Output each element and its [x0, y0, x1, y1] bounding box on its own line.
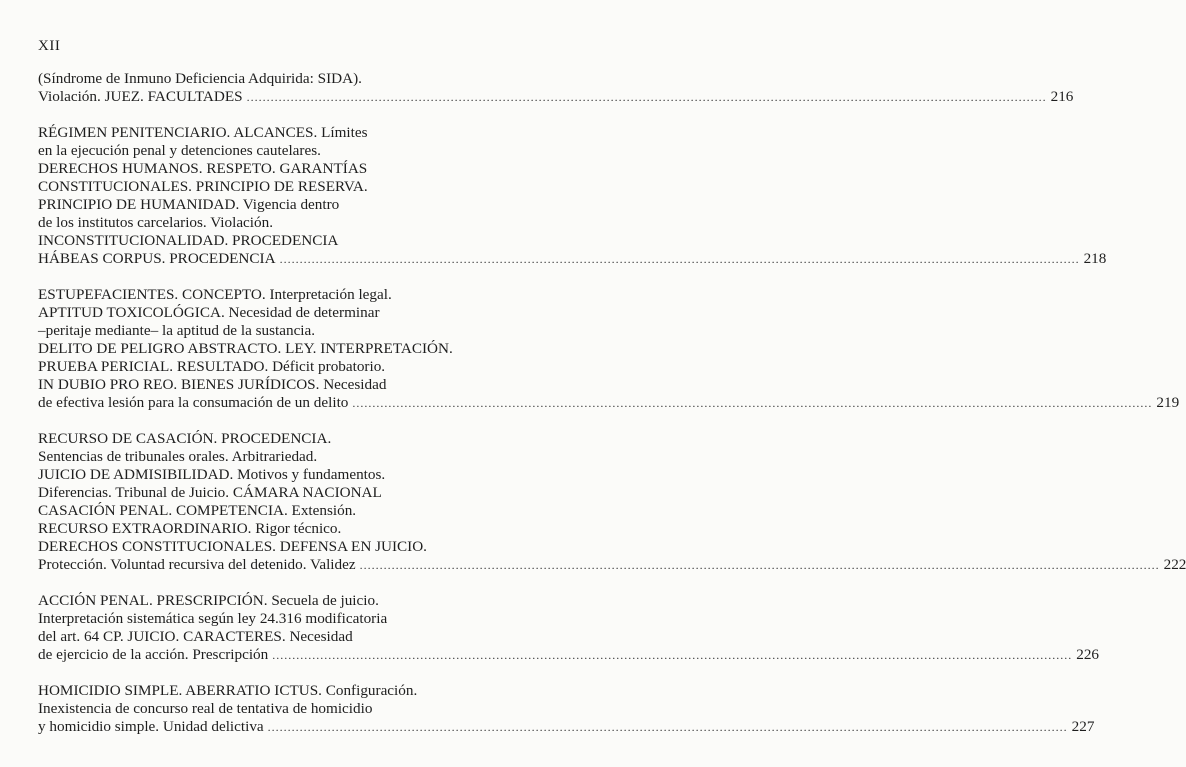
toc-entry-line: Interpretación sistemática según ley 24.316 modificatoria — [38, 610, 388, 627]
toc-entry-line: CASACIÓN PENAL. COMPETENCIA. Extensión. — [38, 502, 357, 519]
toc-entry-line: en la ejecución penal y detenciones cautelares. — [38, 142, 321, 159]
toc-entry-page: 218 — [1083, 250, 1107, 267]
toc-entry-last-line — [38, 556, 1186, 574]
toc-entry-line: (Síndrome de Inmuno Deficiencia Adquirida: SIDA). — [38, 70, 362, 87]
toc-entry-text: y homicidio simple. Unidad delictiva — [38, 718, 264, 735]
toc-entry-last-line — [38, 250, 1107, 268]
toc-entry-text: de efectiva lesión para la consumación de un delito — [38, 394, 349, 411]
toc-entry-text: HÁBEAS CORPUS. PROCEDENCIA — [38, 250, 276, 267]
toc-entry — [38, 286, 1180, 412]
toc-entry-line: del art. 64 CP. JUICIO. CARACTERES. Necesidad — [38, 628, 353, 645]
toc-entry-line: CONSTITUCIONALES. PRINCIPIO DE RESERVA. — [38, 178, 368, 195]
toc-entry-line: JUICIO DE ADMISIBILIDAD. Motivos y fundamentos. — [38, 466, 386, 483]
toc-entry — [38, 592, 1100, 664]
dot-leader: ........................................................................................................................................................................................................ — [246, 90, 1047, 104]
toc-entry-line: RÉGIMEN PENITENCIARIO. ALCANCES. Límites — [38, 124, 368, 141]
toc-entry-page: 226 — [1076, 646, 1100, 663]
dot-leader: ........................................................................................................................................................................................................ — [279, 252, 1080, 266]
toc-entry-line: –peritaje mediante– la aptitud de la sustancia. — [38, 322, 316, 339]
toc-entry-last-line — [38, 394, 1180, 412]
toc-entry-line: DERECHOS HUMANOS. RESPETO. GARANTÍAS — [38, 160, 368, 177]
dot-leader: ........................................................................................................................................................................................................ — [352, 396, 1153, 410]
dot-leader: ........................................................................................................................................................................................................ — [272, 648, 1073, 662]
toc-entry-line: Sentencias de tribunales orales. Arbitrariedad. — [38, 448, 318, 465]
toc-entry-line: INCONSTITUCIONALIDAD. PROCEDENCIA — [38, 232, 339, 249]
toc-entry — [38, 430, 1186, 574]
toc-entry-text: de ejercicio de la acción. Prescripción — [38, 646, 269, 663]
toc-entry-line: ESTUPEFACIENTES. CONCEPTO. Interpretación legal. — [38, 286, 392, 303]
toc-entry-line: IN DUBIO PRO REO. BIENES JURÍDICOS. Necesidad — [38, 376, 387, 393]
page-number: XII — [38, 38, 61, 54]
toc-entry-line: Diferencias. Tribunal de Juicio. CÁMARA NACIONAL — [38, 484, 382, 501]
toc-entry — [38, 682, 1095, 736]
toc-entry-line: RECURSO EXTRAORDINARIO. Rigor técnico. — [38, 520, 342, 537]
table-of-contents — [38, 70, 1186, 754]
toc-entry — [38, 124, 1107, 268]
toc-entry — [38, 70, 1074, 106]
toc-entry-line: PRUEBA PERICIAL. RESULTADO. Déficit probatorio. — [38, 358, 386, 375]
toc-entry-text: Protección. Voluntad recursiva del detenido. Validez — [38, 556, 356, 573]
toc-entry-line: PRINCIPIO DE HUMANIDAD. Vigencia dentro — [38, 196, 340, 213]
toc-entry-page: 216 — [1050, 88, 1074, 105]
toc-entry-line: ACCIÓN PENAL. PRESCRIPCIÓN. Secuela de juicio. — [38, 592, 379, 609]
toc-entry-line: APTITUD TOXICOLÓGICA. Necesidad de determinar — [38, 304, 380, 321]
toc-entry-last-line — [38, 88, 1074, 106]
toc-entry-line: RECURSO DE CASACIÓN. PROCEDENCIA. — [38, 430, 332, 447]
toc-entry-line: DERECHOS CONSTITUCIONALES. DEFENSA EN JUICIO. — [38, 538, 427, 555]
toc-entry-page: 227 — [1071, 718, 1095, 735]
dot-leader: ........................................................................................................................................................................................................ — [359, 558, 1160, 572]
toc-entry-text: Violación. JUEZ. FACULTADES — [38, 88, 243, 105]
toc-entry-page: 219 — [1156, 394, 1180, 411]
dot-leader: ........................................................................................................................................................................................................ — [267, 720, 1068, 734]
toc-entry-last-line — [38, 646, 1100, 664]
toc-entry-line: DELITO DE PELIGRO ABSTRACTO. LEY. INTERPRETACIÓN. — [38, 340, 453, 357]
toc-entry-last-line — [38, 718, 1095, 736]
toc-entry-page: 222 — [1163, 556, 1186, 573]
toc-entry-line: Inexistencia de concurso real de tentativa de homicidio — [38, 700, 373, 717]
toc-entry-line: de los institutos carcelarios. Violación. — [38, 214, 274, 231]
toc-entry-line: HOMICIDIO SIMPLE. ABERRATIO ICTUS. Configuración. — [38, 682, 418, 699]
